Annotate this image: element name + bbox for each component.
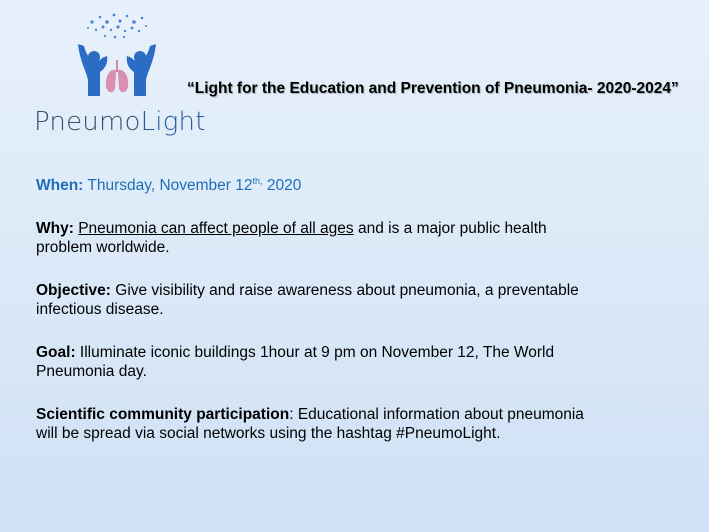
why-underlined-text: Pneumonia can affect people of all ages (78, 219, 354, 237)
why-text-line2: problem worldwide. (36, 239, 170, 256)
why-text-line1: and is a major public health (353, 219, 547, 237)
objective-paragraph (36, 281, 636, 320)
when-label: When: (36, 177, 84, 194)
goal-text-line1: Illuminate iconic buildings 1hour at 9 pm on November 12, The World (75, 343, 555, 361)
scientific-text-line1: : Educational information about pneumonia (289, 405, 584, 423)
when-date-suffix: th, (252, 176, 263, 186)
goal-label: Goal: (36, 343, 76, 361)
slide-title: “Light for the Education and Prevention of Pneumonia- 2020-2024” (187, 80, 679, 97)
objective-text-line2: infectious disease. (36, 301, 164, 318)
goal-paragraph (36, 343, 636, 382)
goal-text-line2: Pneumonia day. (36, 363, 147, 380)
scientific-label: Scientific community participation (36, 405, 290, 423)
pneumolight-emblem-icon (72, 10, 162, 110)
when-year: 2020 (262, 177, 302, 194)
when-line (36, 176, 636, 196)
when-date: Thursday, November 12 (87, 177, 253, 194)
scientific-paragraph (36, 405, 636, 444)
logo-wordmark: PneumoLight (34, 107, 206, 137)
pneumolight-logo (28, 10, 206, 140)
objective-label: Objective: (36, 281, 111, 299)
objective-text-line1: Give visibility and raise awareness about pneumonia, a preventable (110, 281, 579, 299)
slide-content (36, 176, 636, 467)
scientific-text-line2: will be spread via social networks using the hashtag #PneumoLight. (36, 425, 501, 442)
why-paragraph (36, 219, 636, 258)
why-label: Why: (36, 219, 74, 237)
